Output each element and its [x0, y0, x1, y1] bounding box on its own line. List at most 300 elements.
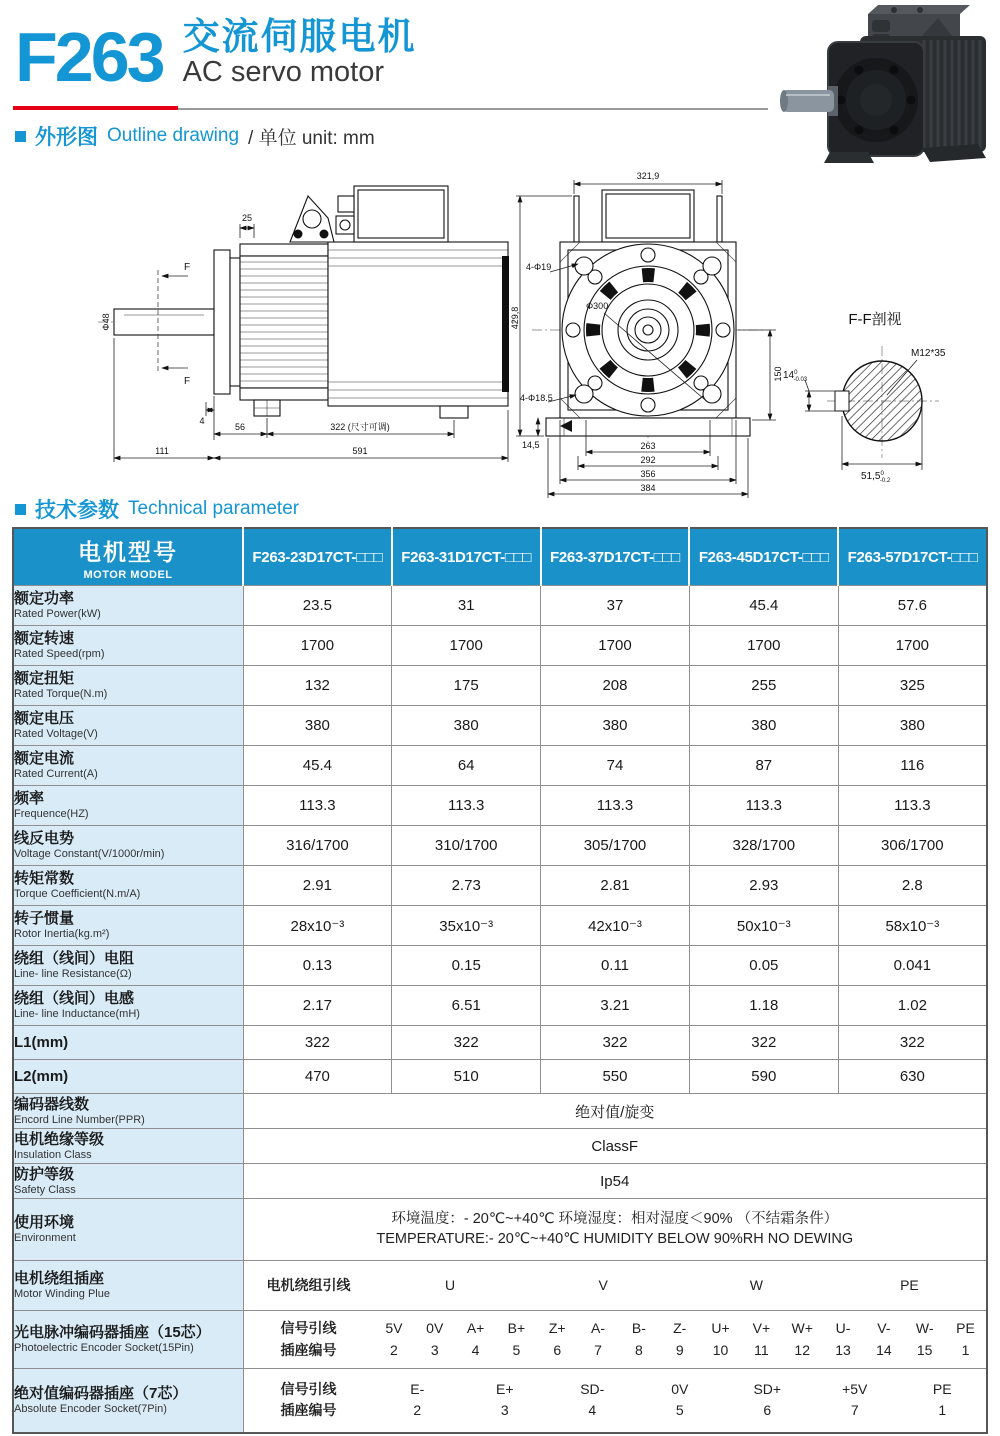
label-4-d19: 4-Φ19	[526, 262, 552, 272]
value-cell: 1700	[243, 626, 392, 666]
pin-cell: 5V	[385, 1319, 403, 1336]
row-label-cn: 额定电流	[14, 750, 75, 768]
pin-cell: A-	[591, 1319, 606, 1336]
value-cell: 316/1700	[243, 826, 392, 866]
row-label	[13, 946, 243, 986]
dim-4: 4	[199, 416, 205, 426]
pin-cell: 6	[553, 1341, 562, 1358]
value-cell: 2.91	[243, 866, 392, 906]
value-cell-span: Ip54	[243, 1164, 987, 1199]
row-label	[13, 866, 243, 906]
motor-photo-foot	[824, 152, 874, 163]
value-cell: 510	[392, 1060, 541, 1094]
row-label-cn: 额定电压	[14, 710, 75, 728]
row-label-cn: 编码器线数	[14, 1095, 90, 1113]
pin-cell: 11	[754, 1341, 769, 1358]
pin-cell: 4	[471, 1341, 480, 1358]
junction-box	[602, 190, 694, 242]
value-cell: 380	[243, 706, 392, 746]
section-bullet-icon	[15, 131, 26, 142]
section-bullet-icon	[15, 504, 26, 515]
row-label-cn: 频率	[14, 790, 45, 808]
table-header-row	[13, 528, 987, 586]
value-cell: 0.15	[392, 946, 541, 986]
pin-cell: 0V	[671, 1380, 689, 1397]
row-label	[13, 1026, 243, 1060]
dim-263: 263	[640, 441, 656, 451]
motor-photo-gland	[891, 7, 897, 13]
bolt-hole	[641, 248, 655, 262]
pin-cell: 9	[675, 1341, 684, 1358]
model-column-header: F263-45D17CT-□□□	[689, 528, 838, 586]
flange	[214, 250, 230, 394]
dim-356: 356	[640, 469, 656, 479]
value-cell: 1700	[689, 626, 838, 666]
value-cell: 322	[392, 1026, 541, 1060]
pin-cell: +5V	[842, 1380, 868, 1397]
pin-cell: W+	[791, 1319, 813, 1336]
pin-cell: U-	[835, 1319, 851, 1336]
value-cell: 380	[541, 706, 690, 746]
pin-cell: 3	[430, 1341, 439, 1358]
row-label	[13, 1199, 243, 1261]
row-label-cn: 转矩常数	[14, 870, 75, 888]
dim-14-5: 14,5	[522, 440, 540, 450]
corner-hole	[575, 385, 593, 403]
value-cell: 0.05	[689, 946, 838, 986]
row-label-en: Voltage Constant(V/1000r/min)	[14, 848, 165, 861]
value-cell: 322	[243, 1026, 392, 1060]
pin-post	[717, 196, 722, 242]
value-cell: 23.5	[243, 586, 392, 626]
model-number: F263	[15, 17, 163, 96]
row-label	[13, 786, 243, 826]
corner-hole	[703, 257, 721, 275]
row-label-cn: 绕组（线间）电感	[14, 990, 135, 1008]
pin-table-cell	[243, 1311, 987, 1369]
value-cell: 113.3	[541, 786, 690, 826]
value-cell: 550	[541, 1060, 690, 1094]
dim-25: 25	[241, 213, 253, 223]
value-cell: 1700	[541, 626, 690, 666]
pin-cell: 13	[835, 1341, 851, 1358]
pin-table-cell	[243, 1369, 987, 1433]
motor-photo-bolt	[855, 66, 864, 75]
motor-photo-connector	[872, 20, 890, 32]
row-label	[13, 826, 243, 866]
keyway	[835, 391, 849, 411]
fin-cap-top	[240, 244, 328, 256]
pin-cell: W	[749, 1276, 763, 1293]
value-cell: 306/1700	[838, 826, 987, 866]
pin-cell: 3	[500, 1402, 509, 1419]
value-cell: 1.02	[838, 986, 987, 1026]
row-label-cn: 额定转速	[14, 630, 75, 648]
pin-cell: 1	[938, 1402, 947, 1419]
table-row	[13, 1060, 987, 1094]
bolt-hole	[716, 323, 730, 337]
pin-cell: V-	[877, 1319, 891, 1336]
pin-cell: 5	[512, 1341, 521, 1358]
value-cell: 2.73	[392, 866, 541, 906]
ff-section-view	[775, 298, 990, 483]
pin-cell: 1	[961, 1341, 970, 1358]
flange-step	[230, 258, 240, 386]
row-label-cn: 额定扭矩	[14, 670, 75, 688]
pin-cell: 0V	[426, 1319, 444, 1336]
value-cell: 50x10⁻³	[689, 906, 838, 946]
dim-150: 150	[773, 366, 783, 382]
row-label	[13, 1311, 243, 1369]
page-header	[15, 16, 417, 96]
table-row	[13, 826, 987, 866]
pin-cell: 14	[876, 1341, 892, 1358]
row-label-cn: 使用环境	[14, 1214, 75, 1232]
motor-photo-shaft	[782, 90, 834, 112]
value-cell: 57.6	[838, 586, 987, 626]
row-label-cn: 线反电势	[14, 830, 75, 848]
value-cell-span: 绝对值/旋变	[243, 1094, 987, 1129]
value-cell: 1700	[392, 626, 541, 666]
section-tech-title	[15, 494, 299, 524]
row-label-cn: 转子惯量	[14, 910, 75, 928]
pin-row-label: 电机绕组引线	[266, 1276, 351, 1293]
motor-photo-gland	[917, 7, 923, 13]
motor-photo	[772, 0, 997, 165]
label-d300: Φ300	[586, 301, 609, 311]
row-label-cn: 电机绕组插座	[14, 1270, 105, 1288]
title-english: AC servo motor	[182, 55, 385, 88]
row-label	[13, 1261, 243, 1311]
table-row	[13, 946, 987, 986]
pin-cell: 7	[594, 1341, 602, 1358]
table-row	[13, 1094, 987, 1129]
dim-292: 292	[640, 455, 656, 465]
row-label-en: Rated Voltage(V)	[14, 728, 98, 741]
bolt-hole	[566, 323, 580, 337]
value-cell: 64	[392, 746, 541, 786]
row-label-cn: L1(mm)	[14, 1033, 69, 1051]
row-label-en: Environment	[14, 1232, 76, 1245]
model-column-header: F263-37D17CT-□□□	[541, 528, 690, 586]
pin-row	[244, 1275, 987, 1297]
pin-cell: Z-	[673, 1319, 687, 1336]
label-4-d18-5: 4-Φ18.5	[520, 393, 553, 403]
env-line-en: TEMPERATURE:- 20℃~+40℃ HUMIDITY BELOW 90%RH NO DEWING	[376, 1230, 854, 1247]
section-mark-f: F	[184, 376, 191, 387]
row-label-en: Frequence(HZ)	[14, 808, 89, 821]
model-header-cn: 电机型号	[78, 538, 178, 565]
row-label-en: Line- line Resistance(Ω)	[14, 968, 132, 981]
pin-cell: 12	[794, 1341, 810, 1358]
section-tech-cn: 技术参数	[35, 499, 119, 522]
table-row	[13, 906, 987, 946]
pin-cell: B+	[507, 1319, 526, 1336]
value-cell: 31	[392, 586, 541, 626]
table-row	[13, 1164, 987, 1199]
table-row	[13, 1369, 987, 1433]
outline-front-view	[498, 168, 788, 498]
pin-cell: Z+	[548, 1319, 566, 1336]
value-cell: 175	[392, 666, 541, 706]
pin-cell: E-	[410, 1380, 425, 1397]
motor-photo-bolt	[890, 66, 899, 75]
row-label-cn: 防护等级	[14, 1165, 75, 1183]
value-cell: 113.3	[689, 786, 838, 826]
ff-section-title: F-F剖视	[848, 311, 902, 328]
dim-56: 56	[234, 422, 246, 432]
pin-cell: U	[445, 1276, 456, 1293]
pin-row	[244, 1400, 987, 1422]
table-row	[13, 1311, 987, 1369]
dim-111: 111	[155, 446, 169, 456]
value-cell: 6.51	[392, 986, 541, 1026]
value-cell: 45.4	[243, 746, 392, 786]
value-cell: 3.21	[541, 986, 690, 1026]
dim-321-9: 321,9	[636, 171, 660, 181]
row-label	[13, 1094, 243, 1129]
table-row	[13, 666, 987, 706]
row-label-cn: 光电脉冲编码器插座（15芯）	[14, 1324, 211, 1342]
table-row	[13, 626, 987, 666]
connector-hole	[340, 220, 350, 230]
model-column-header: F263-31D17CT-□□□	[392, 528, 541, 586]
row-label	[13, 626, 243, 666]
value-cell: 113.3	[838, 786, 987, 826]
pin-cell: PE	[900, 1276, 919, 1293]
value-cell: 0.11	[541, 946, 690, 986]
pin-cell: 6	[763, 1402, 772, 1419]
bracket-bolt	[320, 230, 329, 239]
corner-hole	[575, 257, 593, 275]
value-cell-span	[243, 1199, 987, 1261]
row-label-cn: 绕组（线间）电阻	[14, 950, 135, 968]
junction-box	[354, 186, 448, 242]
bolt-hole	[641, 398, 655, 412]
row-label-en: Rotor Inertia(kg.m²)	[14, 928, 110, 941]
value-cell: 58x10⁻³	[838, 906, 987, 946]
value-cell: 380	[838, 706, 987, 746]
row-label	[13, 906, 243, 946]
pin-cell: 2	[413, 1402, 422, 1419]
value-cell: 42x10⁻³	[541, 906, 690, 946]
value-cell: 328/1700	[689, 826, 838, 866]
row-label-en: Rated Torque(N.m)	[14, 688, 108, 701]
motor-photo-bolt	[855, 126, 864, 135]
env-line-cn: 环境温度：- 20℃~+40℃ 环境湿度：相对湿度＜90% （不结霜条件）	[391, 1210, 839, 1227]
pin-cell: E+	[495, 1380, 514, 1397]
section-outline-en: Outline drawing	[107, 125, 240, 146]
section-tech-en: Technical parameter	[128, 498, 300, 519]
pin-cell: V	[598, 1276, 608, 1293]
pin-row	[244, 1318, 987, 1340]
pin-cell: A+	[466, 1319, 485, 1336]
motor-photo-bolt	[890, 126, 899, 135]
model-column-header: F263-57D17CT-□□□	[838, 528, 987, 586]
value-cell: 0.13	[243, 946, 392, 986]
value-cell: 2.81	[541, 866, 690, 906]
motor-photo-shaft-end	[780, 90, 788, 112]
shaft	[114, 309, 214, 335]
value-cell: 45.4	[689, 586, 838, 626]
row-label-en: Absolute Encoder Socket(7Pin)	[14, 1403, 167, 1416]
value-cell: 255	[689, 666, 838, 706]
base-plate	[546, 418, 750, 436]
motor-photo-fins	[924, 40, 980, 150]
row-label	[13, 746, 243, 786]
value-cell: 322	[541, 1026, 690, 1060]
corner-hole	[703, 385, 721, 403]
row-label-en: Rated Speed(rpm)	[14, 648, 105, 661]
value-cell: 322	[689, 1026, 838, 1060]
pin-post	[574, 196, 579, 242]
pin-cell: SD-	[580, 1380, 605, 1397]
row-label-cn: 电机绝缘等级	[14, 1130, 105, 1148]
dim-384: 384	[640, 483, 656, 493]
row-label	[13, 986, 243, 1026]
row-label	[13, 666, 243, 706]
row-label-en: Safety Class	[14, 1183, 76, 1196]
title-chinese: 交流伺服电机	[182, 16, 417, 57]
value-cell: 87	[689, 746, 838, 786]
pin-table-cell	[243, 1261, 987, 1311]
row-label-en: Photoelectric Encoder Socket(15Pin)	[14, 1342, 194, 1355]
value-cell: 1.18	[689, 986, 838, 1026]
tech-parameter-table	[12, 527, 988, 1434]
value-cell: 380	[392, 706, 541, 746]
value-cell: 0.041	[838, 946, 987, 986]
value-cell: 590	[689, 1060, 838, 1094]
row-label-en: Rated Power(kW)	[14, 608, 101, 621]
page-title	[183, 18, 417, 89]
pin-cell: 2	[390, 1341, 398, 1358]
row-label-en: Motor Winding Plue	[14, 1288, 110, 1301]
pin-cell: V+	[752, 1319, 771, 1336]
dim-322: 322 (尺寸可调)	[330, 422, 390, 432]
row-label	[13, 1129, 243, 1164]
row-label-cn: 绝对值编码器插座（7芯）	[14, 1384, 188, 1402]
table-row	[13, 1129, 987, 1164]
connector	[338, 196, 354, 212]
pin-row-label: 插座编号	[280, 1341, 337, 1358]
value-cell: 132	[243, 666, 392, 706]
table-row	[13, 866, 987, 906]
keyway-height-dim: $14^0$ -0.03	[783, 370, 808, 383]
row-label	[13, 706, 243, 746]
value-cell-span: ClassF	[243, 1129, 987, 1164]
pin-cell: B-	[631, 1319, 646, 1336]
dim-429-8: 429,8	[510, 306, 520, 330]
pin-row	[244, 1340, 987, 1362]
value-cell: 470	[243, 1060, 392, 1094]
model-column-header: F263-23D17CT-□□□	[243, 528, 392, 586]
pin-row-label: 插座编号	[280, 1402, 337, 1419]
pin-cell: 4	[588, 1402, 597, 1419]
table-row	[13, 786, 987, 826]
model-header-en: MOTOR MODEL	[83, 568, 173, 581]
row-label-en: Rated Current(A)	[14, 768, 98, 781]
value-cell: 35x10⁻³	[392, 906, 541, 946]
value-cell: 380	[689, 706, 838, 746]
shaft-diameter-label: Φ48	[101, 313, 111, 331]
row-label	[13, 1164, 243, 1199]
shaft-section	[842, 361, 922, 441]
accent-rule-red	[13, 106, 178, 110]
accent-rule-gray	[178, 108, 768, 110]
value-cell: 74	[541, 746, 690, 786]
table-row	[13, 746, 987, 786]
foot	[440, 406, 468, 418]
value-cell: 116	[838, 746, 987, 786]
section-mark-f: F	[184, 262, 191, 273]
row-label	[13, 1060, 243, 1094]
motor-photo-hub	[860, 84, 892, 116]
pin-cell: W-	[915, 1319, 934, 1336]
value-cell: 305/1700	[541, 826, 690, 866]
pin-cell: 8	[634, 1341, 643, 1358]
table-row	[13, 1199, 987, 1261]
table-row	[13, 986, 987, 1026]
section-outline-title	[15, 121, 375, 151]
value-cell: 322	[838, 1026, 987, 1060]
table-row	[13, 1261, 987, 1311]
pin-cell: 10	[712, 1341, 729, 1358]
section-outline-cn: 外形图	[35, 126, 98, 149]
pin-cell: PE	[932, 1380, 952, 1397]
bracket-hole	[303, 210, 321, 228]
pin-cell: U+	[711, 1319, 730, 1336]
section-outline-unit: / 单位 unit: mm	[248, 127, 375, 149]
bracket-bolt	[294, 230, 303, 239]
pin-cell: 7	[850, 1402, 859, 1419]
motor-body	[328, 242, 508, 406]
thread-label: M12*35	[911, 348, 946, 359]
value-cell: 1700	[838, 626, 987, 666]
pin-row-label: 信号引线	[280, 1380, 337, 1397]
table-row	[13, 706, 987, 746]
value-cell: 2.8	[838, 866, 987, 906]
value-cell: 325	[838, 666, 987, 706]
pin-cell: 5	[675, 1402, 684, 1419]
row-label-en: Insulation Class	[14, 1148, 92, 1161]
table-row	[13, 586, 987, 626]
value-cell: 113.3	[392, 786, 541, 826]
value-cell: 310/1700	[392, 826, 541, 866]
value-cell: 113.3	[243, 786, 392, 826]
row-label	[13, 586, 243, 626]
pin-cell: 15	[916, 1341, 933, 1358]
fin-cap-bottom	[240, 388, 328, 400]
row-label-cn: L2(mm)	[14, 1067, 69, 1085]
row-label	[13, 1369, 243, 1433]
motor-photo-bolt	[907, 96, 916, 105]
dim-591: 591	[352, 446, 368, 456]
row-label-en: Torque Coefficient(N.m/A)	[14, 888, 141, 901]
outline-side-view	[92, 172, 522, 472]
row-label-cn: 额定功率	[14, 590, 75, 608]
value-cell: 37	[541, 586, 690, 626]
pin-cell: PE	[956, 1319, 975, 1336]
row-label-en: Line- line Inductance(mH)	[14, 1008, 140, 1021]
section-width-dim: 51,5$^0$ -0.2	[861, 471, 891, 483]
value-cell: 208	[541, 666, 690, 706]
value-cell: 630	[838, 1060, 987, 1094]
value-cell: 2.93	[689, 866, 838, 906]
pin-row-label: 信号引线	[280, 1319, 337, 1336]
row-label-en: Encord Line Number(PPR)	[14, 1113, 145, 1126]
pin-cell: SD+	[753, 1380, 782, 1397]
table-row	[13, 1026, 987, 1060]
